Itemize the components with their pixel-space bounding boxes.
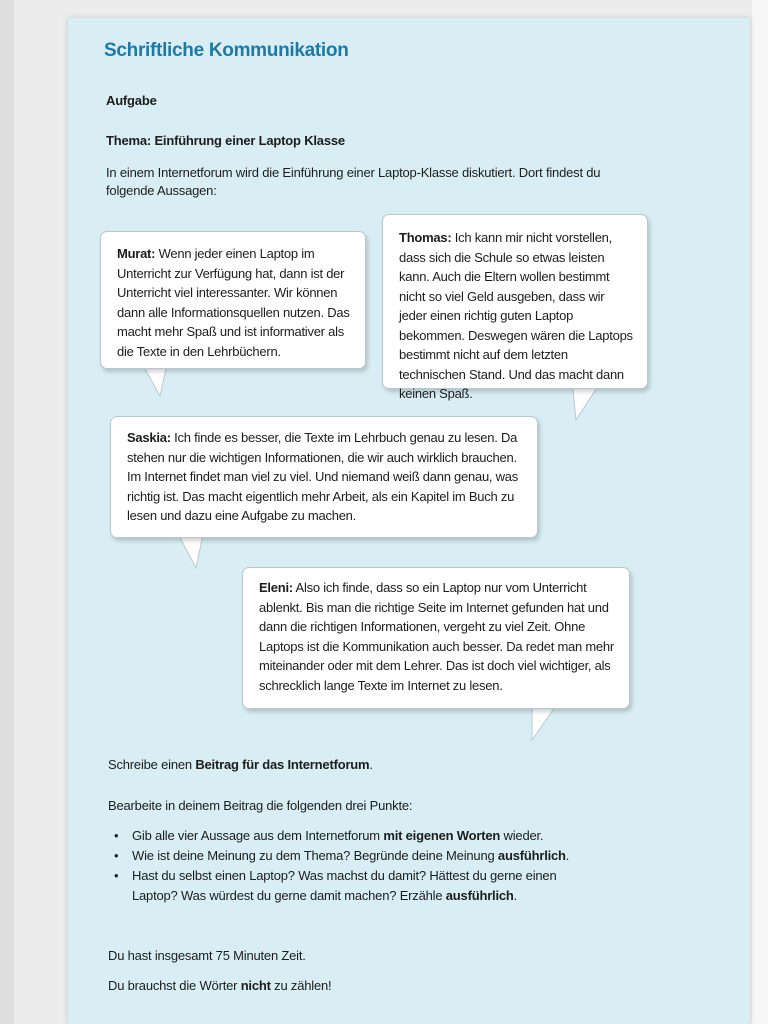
task-point-text: Gib alle vier Aussage aus dem Internetforum <box>132 828 384 843</box>
count-note-end: zu zählen! <box>270 978 332 993</box>
task-point <box>108 866 582 906</box>
instruction-text: Schreibe einen <box>108 757 196 772</box>
word-count-note <box>108 977 331 995</box>
instruction-emphasis: Beitrag für das Internetforum <box>195 757 370 772</box>
writing-instruction <box>108 756 373 774</box>
murat-speech-bubble <box>100 231 366 369</box>
task-point-text: Wie ist deine Meinung zu dem Thema? Begründe deine Meinung <box>132 848 498 863</box>
task-point-emphasis: ausführlich <box>445 888 514 903</box>
task-point <box>108 846 582 866</box>
eleni-speech-bubble <box>242 567 630 709</box>
points-intro: Bearbeite in deinem Beitrag die folgenden drei Punkte: <box>108 798 413 813</box>
eleni-name: Eleni: <box>259 580 293 595</box>
scan-right-margin <box>752 0 768 1024</box>
task-point-end: wieder. <box>500 828 544 843</box>
eleni-statement: Also ich finde, dass so ein Laptop nur vom Unterricht ablenkt. Bis man die richtige Seite im Internet gefunden hat und dann die richtigen Informationen, vergeht zu viel Zeit. Ohne Laptops ist die Kommunikation auch besser. Da redet man mehr miteinander oder mit dem Lehrer. Das ist doch viel wichtiger, als schrecklich lange Texte im Internet zu lesen. <box>259 580 614 693</box>
thomas-statement: Ich kann mir nicht vorstellen, dass sich die Schule so etwas leisten kann. Auch die Eltern wollen bestimmt nicht so viel Geld ausgeben, dass wir jeder einen richtig guten Laptop bekommen. Deswegen wären die Laptops bestimmt nicht auf dem letzten technischen Stand. Und das macht dann keinen Spaß. <box>399 230 633 401</box>
saskia-name: Saskia: <box>127 430 171 445</box>
task-point-end: . <box>513 888 518 903</box>
task-points-list <box>108 826 582 906</box>
saskia-statement: Ich finde es besser, die Texte im Lehrbuch genau zu lesen. Da stehen nur die wichtigen Informationen, die wir auch wirklich brauchen. Im Internet findet man viel zu viel. Und niemand weiß dann genau, was richtig ist. Das macht eigentlich mehr Arbeit, als ein Kapitel im Buch zu lesen und dazu eine Aufgabe zu machen. <box>127 430 519 523</box>
task-point <box>108 826 582 846</box>
task-point-text: Hast du selbst einen Laptop? Was machst du damit? Hättest du gerne einen Laptop? Was würdest du gerne damit machen? Erzähle <box>132 868 557 903</box>
count-note-text: Du brauchst die Wörter <box>108 978 241 993</box>
page-title: Schriftliche Kommunikation <box>104 40 349 61</box>
task-point-emphasis: mit eigenen Worten <box>383 828 501 843</box>
task-label: Aufgabe <box>106 93 157 108</box>
murat-name: Murat: <box>117 246 156 261</box>
intro-text: In einem Internetforum wird die Einführung einer Laptop-Klasse diskutiert. Dort findest du folgende Aussagen: <box>106 165 601 198</box>
instruction-end: . <box>369 757 373 772</box>
thomas-name: Thomas: <box>399 230 452 245</box>
task-point-emphasis: ausführlich <box>497 848 566 863</box>
time-note: Du hast insgesamt 75 Minuten Zeit. <box>108 948 306 963</box>
count-note-emphasis: nicht <box>240 978 271 993</box>
topic-heading: Thema: Einführung einer Laptop Klasse <box>106 133 345 148</box>
thomas-speech-bubble <box>382 214 648 401</box>
murat-statement: Wenn jeder einen Laptop im Unterricht zur Verfügung hat, dann ist der Unterricht viel interessanter. Wir können dann alle Informationsquellen nutzen. Das macht mehr Spaß und ist informativer als die Texte in den Lehrbüchern. <box>117 246 350 359</box>
saskia-speech-bubble <box>110 416 538 538</box>
task-point-end: . <box>565 848 570 863</box>
scan-left-margin <box>0 0 14 1024</box>
